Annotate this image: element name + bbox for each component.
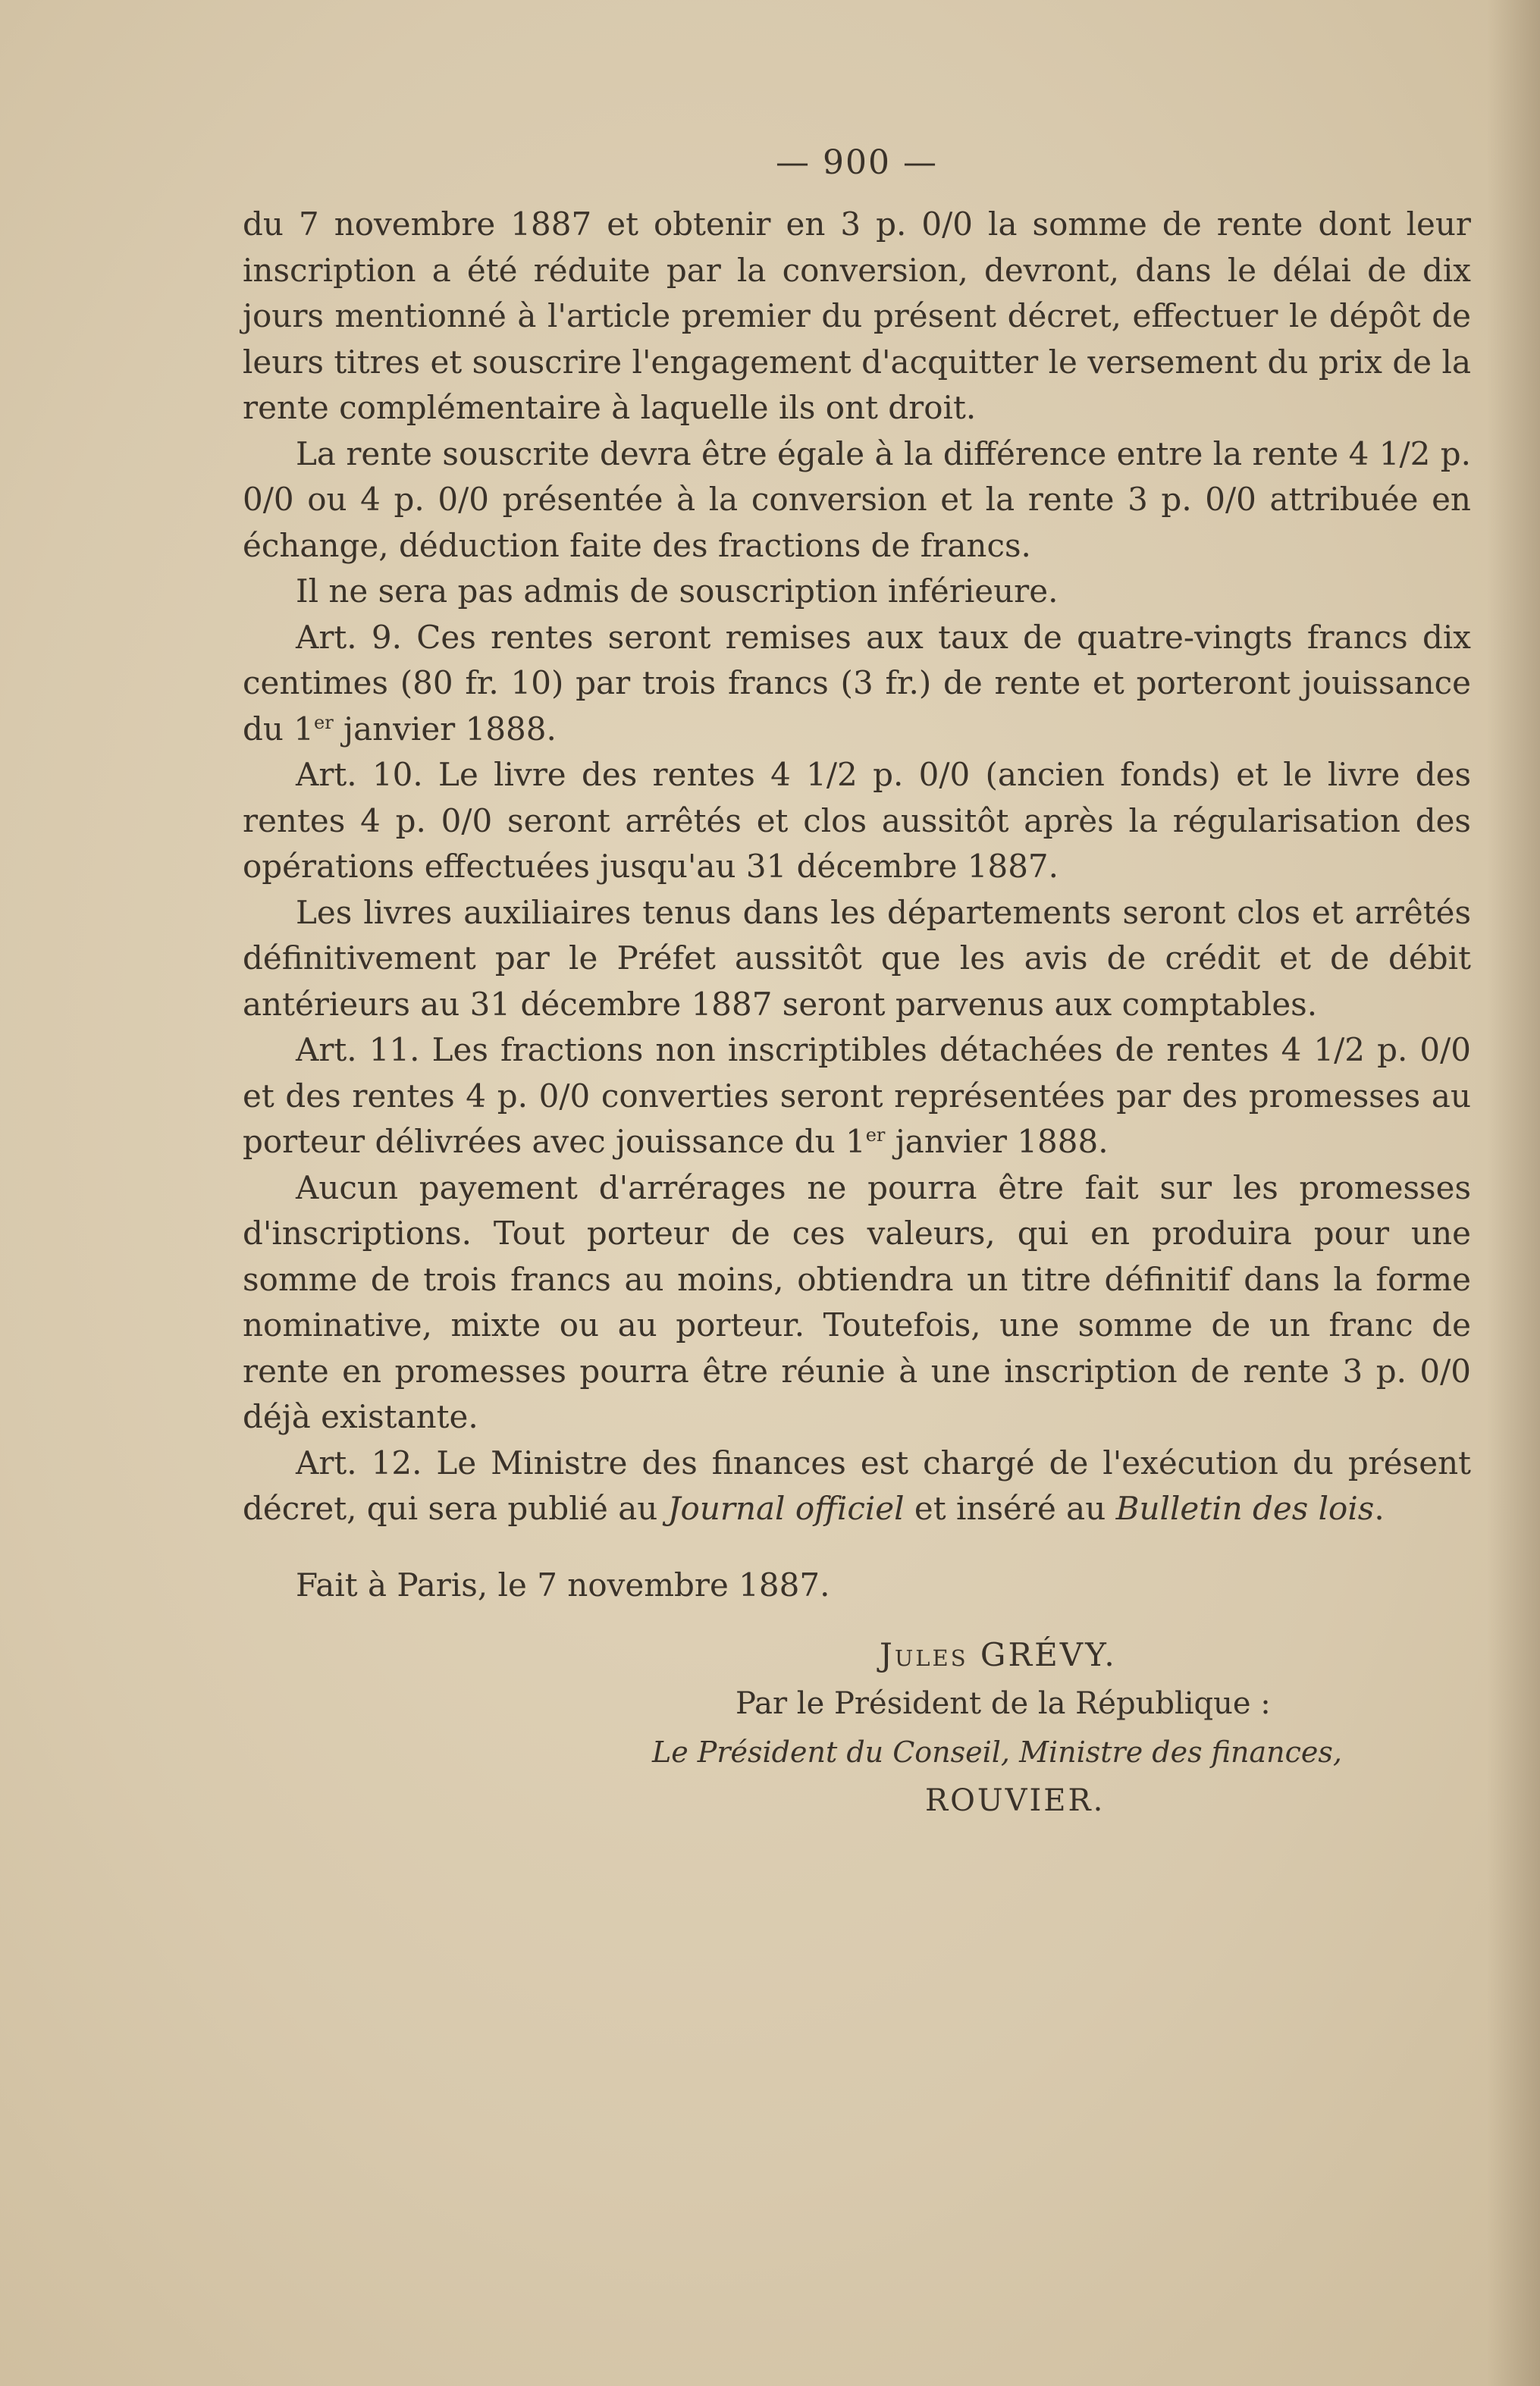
bulletin-des-lois: Bulletin des lois [1115, 1490, 1375, 1527]
page-content [243, 136, 1471, 1825]
minister-signature: ROUVIER. [925, 1782, 1106, 1818]
article-9-text: Art. 9. Ces rentes seront remises aux taux de quatre-vingts francs dix centimes (80 fr. 10) par trois francs (3 fr.) de rente et porteront jouissance du 1 [243, 618, 1471, 748]
minister-title: Le Président du Conseil, Ministre des finances, [652, 1735, 1342, 1769]
article-11-text: Art. 11. Les fractions non inscriptibles détachées de rentes 4 1/2 p. 0/0 et des rentes 4 p. 0/0 converties seront représentées par des promesses au porteur délivrées avec jouissance du 1 [243, 1031, 1471, 1160]
article-10: Art. 10. Le livre des rentes 4 1/2 p. 0/0 (ancien fonds) et le livre des rentes 4 p. 0/0 seront arrêtés et clos aussitôt après la régularisation des opérations effectuées jusqu'au 31 décembre 1887. [243, 756, 1471, 885]
president-signature: Jules GRÉVY. [880, 1635, 1117, 1673]
article-11 [243, 1027, 1471, 1165]
article-12-mid: et inséré au [904, 1490, 1116, 1527]
article-12-end: . [1374, 1490, 1385, 1527]
paragraph-souscription: Il ne sera pas admis de souscription inférieure. [296, 572, 1059, 610]
article-11-end: janvier 1888. [885, 1123, 1109, 1160]
article-9-end: janvier 1888. [333, 710, 557, 748]
article-9-sup: er [314, 711, 334, 733]
decree-text [243, 202, 1471, 1532]
article-11-sup: er [865, 1124, 886, 1146]
paragraph-livres-auxiliaires: Les livres auxiliaires tenus dans les départements seront clos et arrêtés définitivement par le Préfet aussitôt que les avis de crédit et de débit antérieurs au 31 décembre 1887 seront parvenus aux comptables. [243, 893, 1471, 1023]
place-date: Fait à Paris, le 7 novembre 1887. [296, 1566, 830, 1604]
paragraph-continuation: du 7 novembre 1887 et obtenir en 3 p. 0/0 la somme de rente dont leur inscription a été réduite par la conversion, devront, dans le délai de dix jours mentionné à l'article premier du présent décret, effectuer le dépôt de leurs titres et souscrire l'engagement d'acquitter le versement du prix de la rente complémentaire à laquelle ils ont droit. [243, 205, 1471, 426]
paragraph-rente-souscrite: La rente souscrite devra être égale à la différence entre la rente 4 1/2 p. 0/0 ou 4 p. 0/0 présentée à la conversion et la rente 3 p. 0/0 attribuée en échange, déduction faite des fractions de francs. [243, 434, 1471, 564]
page-edge-shadow [1487, 0, 1540, 2386]
signature-block [243, 1631, 1471, 1825]
journal-officiel: Journal officiel [667, 1490, 905, 1527]
paragraph-arrerages: Aucun payement d'arrérages ne pourra être fait sur les promesses d'inscriptions. Tout porteur de ces valeurs, qui en produira pour une somme de trois francs au moins, obtiendra un titre définitif dans la forme nominative, mixte ou au porteur. Toutefois, une somme de un franc de rente en promesses pourra être réunie à une inscription de rente 3 p. 0/0 déjà existante. [243, 1168, 1471, 1435]
article-12-text: Art. 12. Le Ministre des finances est chargé de l'exécution du présent décret, qui sera publié au [243, 1444, 1471, 1527]
page-number: — 900 — [776, 143, 938, 182]
article-12 [243, 1441, 1471, 1532]
countersign-line: Par le Président de la République : [735, 1685, 1271, 1721]
article-9 [243, 615, 1471, 753]
